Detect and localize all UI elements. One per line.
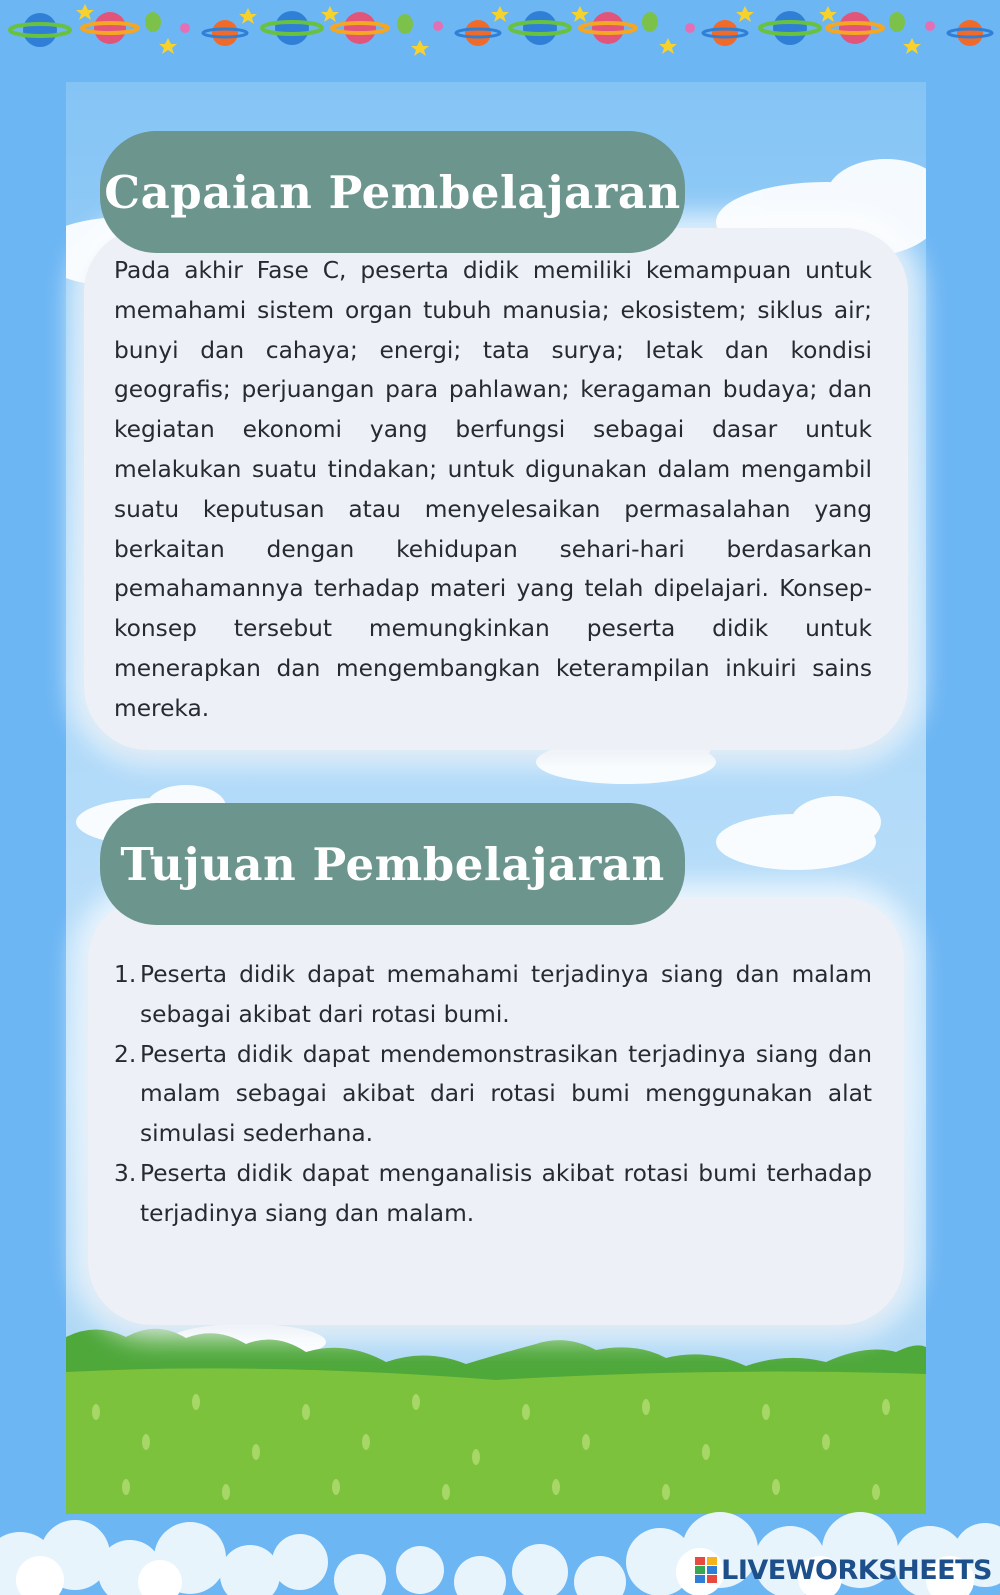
list-item-number: 3.	[114, 1159, 137, 1187]
planet-garland-border	[0, 0, 1000, 60]
list-item	[114, 1035, 872, 1154]
liveworksheets-logo-icon	[695, 1557, 717, 1583]
list-item-text: Peserta didik dapat memahami terjadinya siang dan malam sebagai akibat dari rotasi bumi.	[140, 961, 872, 1028]
list-item-text: Peserta didik dapat menganalisis akibat rotasi bumi terhadap terjadinya siang dan malam.	[140, 1159, 872, 1227]
capaian-paragraph: Pada akhir Fase C, peserta didik memiliki kemampuan untuk memahami sistem organ tubuh manusia; ekosistem; siklus air; bunyi dan cahaya; energi; tata surya; letak dan kondisi geografis; perjuangan para pahlawan; keragaman budaya; dan kegiatan ekonomi yang berfungsi sebagai dasar untuk melakukan suatu tindakan; untuk digunakan dalam mengambil suatu keputusan atau menyelesaikan permasalahan yang berkaitan dengan kehidupan sehari-hari berdasarkan pemahamannya terhadap materi yang telah dipelajari. Konsep-konsep tersebut memungkinkan peserta didik untuk menerapkan dan mengembangkan keterampilan inkuiri sains mereka.	[114, 257, 872, 722]
list-item-number: 2.	[114, 1040, 137, 1068]
tujuan-list	[114, 955, 872, 1234]
capaian-heading: Capaian Pembelajaran	[100, 131, 685, 253]
tujuan-heading: Tujuan Pembelajaran	[100, 803, 685, 925]
list-item	[114, 1154, 872, 1234]
list-item-number: 1.	[114, 961, 137, 988]
liveworksheets-logo	[695, 1555, 992, 1585]
liveworksheets-logo-text: LIVEWORKSHEETS	[721, 1554, 992, 1586]
list-item	[114, 955, 872, 1035]
list-item-text: Peserta didik dapat mendemonstrasikan terjadinya siang dan malam sebagai akibat dari rotasi bumi menggunakan alat simulasi sederhana.	[140, 1040, 872, 1148]
planet-star-garland-icon	[10, 4, 992, 56]
